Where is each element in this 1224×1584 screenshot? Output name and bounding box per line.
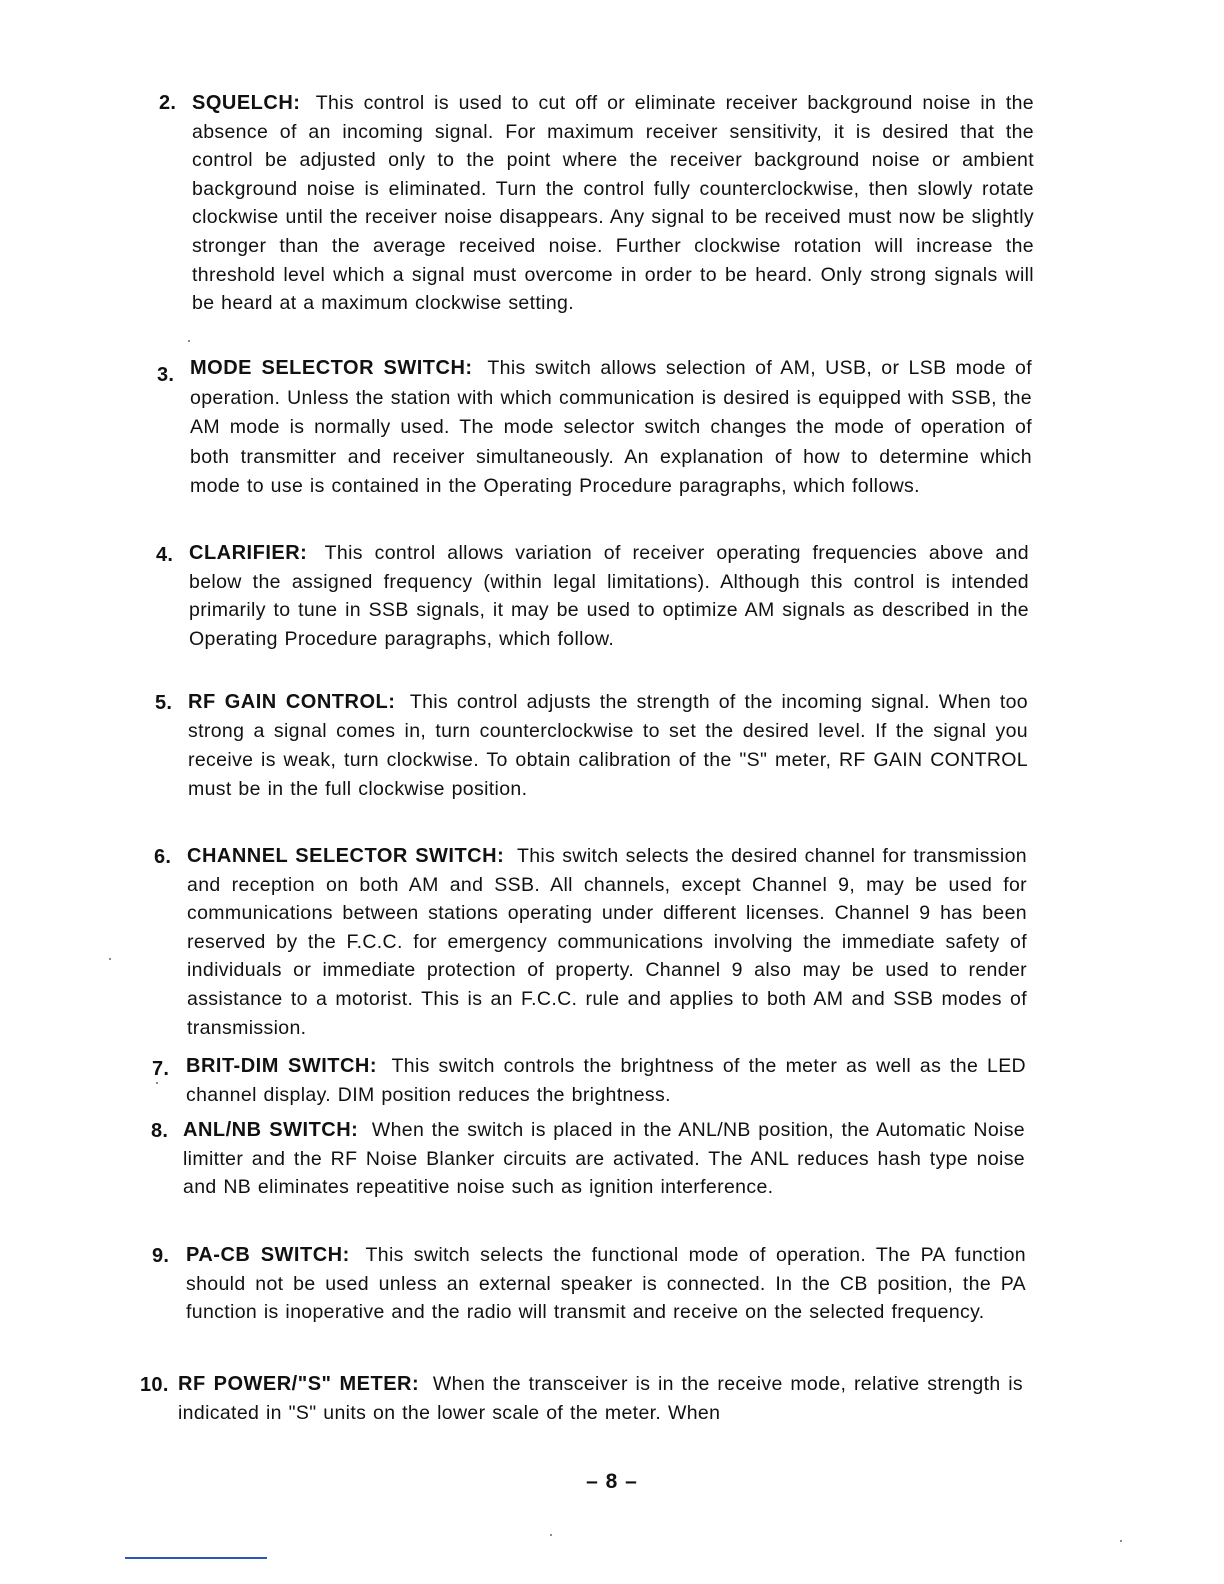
item-heading: CLARIFIER: xyxy=(189,542,308,564)
item-body xyxy=(178,1370,1023,1427)
item-body xyxy=(187,842,1027,1042)
item-number: 3. xyxy=(157,364,175,386)
scan-speck xyxy=(550,1534,552,1536)
scan-speck xyxy=(1120,1540,1122,1542)
item-number: 6. xyxy=(154,846,172,868)
item-heading: BRIT-DIM SWITCH: xyxy=(186,1055,378,1077)
item-number: 9. xyxy=(152,1245,170,1267)
item-text: This switch selects the functional mode of operation. The PA function should not be used unless an external speaker is connected. In the CB position, the PA function is inoperative and the radio will transmit and receive on the selected frequency. xyxy=(186,1244,1026,1324)
item-heading: CHANNEL SELECTOR SWITCH: xyxy=(187,845,505,867)
scan-speck xyxy=(109,958,111,960)
item-text: This control is used to cut off or eliminate receiver background noise in the absence of an incoming signal. For maximum receiver sensitivity, it is desired that the control be adjusted only to the point where the receiver background noise or ambient background noise is eliminated. Turn the control fully counterclockwise, then slowly rotate clockwise until the receiver noise disappears. Any signal to be received must now be slightly stronger than the average received noise. Further clockwise rotation will increase the threshold level which a signal must overcome in order to be heard. Only strong signals will be heard at a maximum clockwise setting. xyxy=(192,92,1034,315)
item-text: This control allows variation of receiver operating frequencies above and below the assigned frequency (within legal limitations). Although this control is intended primarily to tune in SSB signals, it may be used to optimize AM signals as described in the Operating Procedure paragraphs, which follow. xyxy=(189,542,1029,650)
item-number: 2. xyxy=(159,92,177,114)
item-number: 5. xyxy=(155,692,173,714)
item-body xyxy=(183,1116,1025,1202)
item-heading: SQUELCH: xyxy=(192,92,301,114)
item-body xyxy=(186,1241,1026,1327)
item-number: 7. xyxy=(152,1058,170,1080)
footer-rule xyxy=(125,1557,267,1559)
item-body xyxy=(190,354,1032,502)
item-number: 4. xyxy=(156,544,174,566)
item-heading: MODE SELECTOR SWITCH: xyxy=(190,357,473,379)
item-body xyxy=(189,539,1029,653)
item-text: When the transceiver is in the receive mode, relative strength is indicated in "S" units on the lower scale of the meter. When xyxy=(178,1373,1023,1424)
scan-speck xyxy=(156,1082,158,1084)
item-body xyxy=(188,688,1028,804)
item-text: When the switch is placed in the ANL/NB position, the Automatic Noise limitter and the RF Noise Blanker circuits are activated. The ANL reduces hash type noise and NB eliminates repeatitive noise such as ignition interference. xyxy=(183,1119,1025,1199)
item-text: This switch controls the brightness of the meter as well as the LED channel display. DIM position reduces the brightness. xyxy=(186,1055,1026,1106)
item-text: This switch selects the desired channel for transmission and reception on both AM and SSB. All channels, except Channel 9, may be used for communications between stations operating under different licenses. Channel 9 has been reserved by the F.C.C. for emergency communications involving the immediate safety of individuals or immediate protection of property. Channel 9 also may be used to render assistance to a motorist. This is an F.C.C. rule and applies to both AM and SSB modes of transmission. xyxy=(187,845,1027,1039)
item-body xyxy=(186,1052,1026,1109)
item-heading: RF GAIN CONTROL: xyxy=(188,691,396,713)
scan-speck xyxy=(188,340,190,342)
item-number: 10. xyxy=(140,1374,169,1396)
item-heading: ANL/NB SWITCH: xyxy=(183,1119,359,1141)
item-text: This control adjusts the strength of the incoming signal. When too strong a signal comes in, turn counterclockwise to set the desired level. If the signal you receive is weak, turn clockwise. To obtain calibration of the "S" meter, RF GAIN CONTROL must be in the full clockwise position. xyxy=(188,691,1028,800)
page-number: – 8 – xyxy=(586,1470,638,1493)
item-text: This switch allows selection of AM, USB, or LSB mode of operation. Unless the station with which communication is desired is equipped with SSB, the AM mode is normally used. The mode selector switch changes the mode of operation of both transmitter and receiver simultaneously. An explanation of how to determine which mode to use is contained in the Operating Procedure paragraphs, which follows. xyxy=(190,357,1032,497)
item-number: 8. xyxy=(151,1120,169,1142)
item-body xyxy=(192,89,1034,318)
item-heading: RF POWER/"S" METER: xyxy=(178,1373,420,1395)
item-heading: PA-CB SWITCH: xyxy=(186,1244,350,1266)
